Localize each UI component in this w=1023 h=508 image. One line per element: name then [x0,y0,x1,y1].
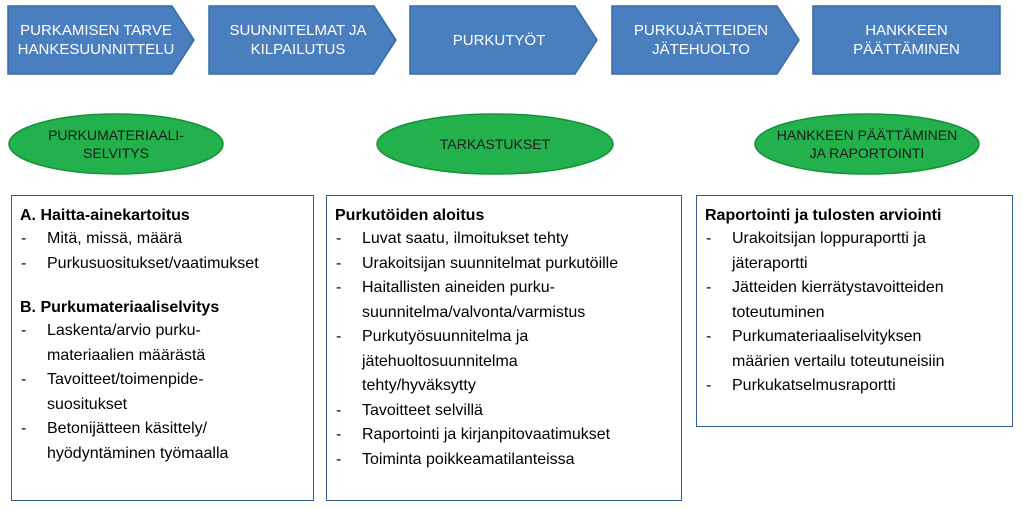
list-item: - Urakoitsijan suunnitelmat purkutöille [335,252,673,277]
list-item: - Purkumateriaaliselvityksen määrien vertailu toteutuneisiin [705,325,1004,374]
reporting-box [696,195,1013,427]
milestone-label-3: HANKKEEN PÄÄTTÄMINEN JA RAPORTOINTI [776,127,958,161]
list-item: - Laskenta/arvio purku- materiaalien määrästä [20,319,305,368]
milestone-label-2: TARKASTUKSET [439,136,551,152]
reporting-title: Raportointi ja tulosten arviointi [705,207,942,224]
milestone-label-1: PURKUMATERIAALI- SELVITYS [48,127,184,161]
section-b-title: B. Purkumateriaaliselvitys [20,299,220,316]
phase-label-1: PURKAMISEN TARVE HANKESUUNNITTELU [17,22,175,58]
list-item: - Purkusuositukset/vaatimukset [20,252,305,277]
list-item: - Jätteiden kierrätystavoitteiden toteutuminen [705,276,1004,325]
demolition-start-list [335,227,673,472]
section-a-title: A. Haitta-ainekartoitus [20,207,190,224]
list-item: - Toiminta poikkeamatilanteissa [335,448,673,473]
phase-label-4: PURKUJÄTTEIDEN JÄTEHUOLTO [633,22,769,58]
section-b-list [20,319,305,466]
list-item: - Tavoitteet/toimenpide- suositukset [20,368,305,417]
phase-label-2: SUUNNITELMAT JA KILPAILUTUS [229,22,367,58]
list-item: - Purkutyösuunnitelma ja jätehuoltosuunnitelma tehty/hyväksytty [335,325,673,399]
section-a-list [20,227,305,276]
reporting-list [705,227,1004,399]
list-item: - Urakoitsijan loppuraportti ja jäteraportti [705,227,1004,276]
list-item: - Raportointi ja kirjanpitovaatimukset [335,423,673,448]
survey-box [11,195,314,501]
list-item: - Haitallisten aineiden purku- suunnitelma/valvonta/varmistus [335,276,673,325]
phase-label-5: HANKKEEN PÄÄTTÄMINEN [853,22,960,58]
list-item: - Purkukatselmusraportti [705,374,1004,399]
list-item: - Betonijätteen käsittely/ hyödyntäminen työmaalla [20,417,305,466]
list-item: - Luvat saatu, ilmoitukset tehty [335,227,673,252]
list-item: - Tavoitteet selvillä [335,399,673,424]
list-item: - Mitä, missä, määrä [20,227,305,252]
demolition-start-box [326,195,682,501]
demolition-start-title: Purkutöiden aloitus [335,207,485,224]
phase-label-3: PURKUTYÖT [452,31,546,49]
